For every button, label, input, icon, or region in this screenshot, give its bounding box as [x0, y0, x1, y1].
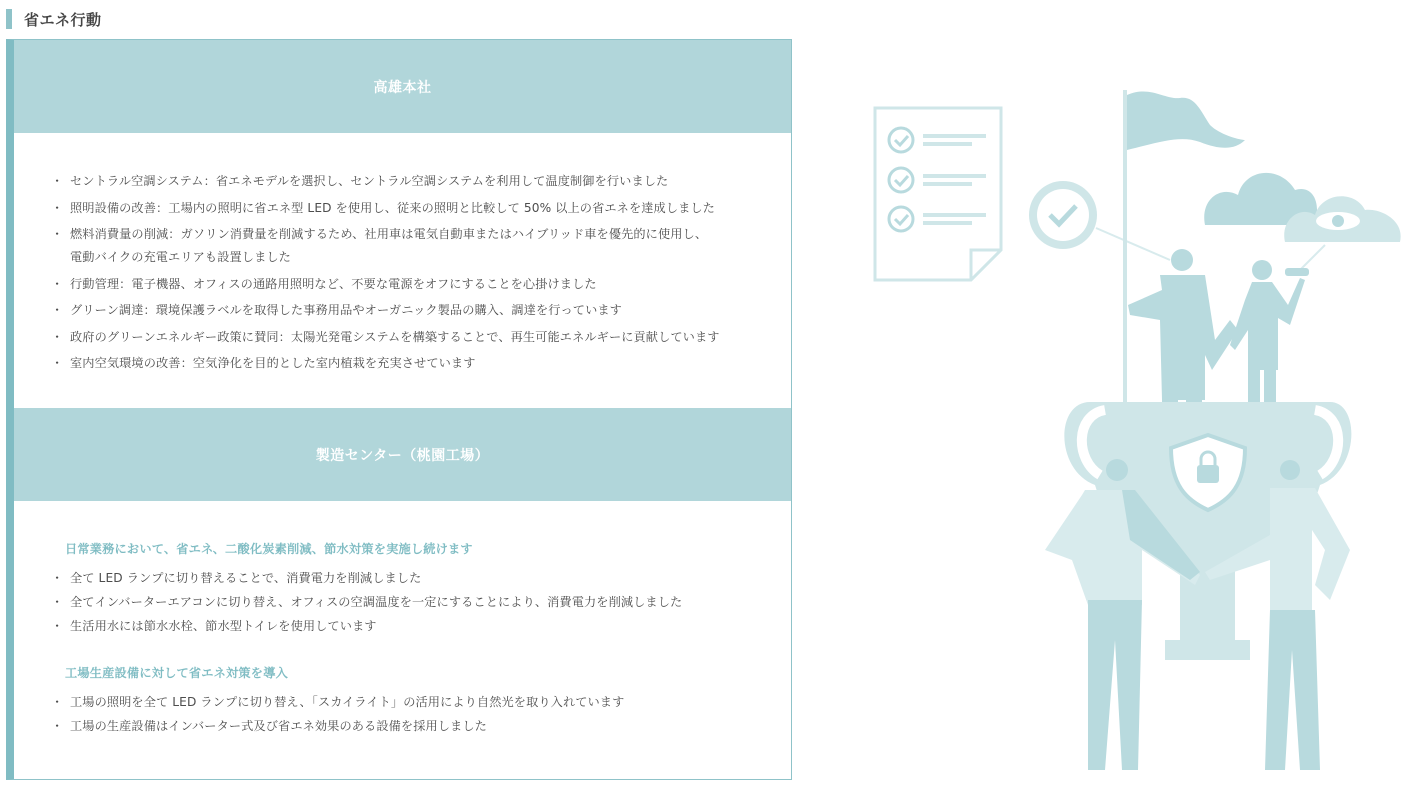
page-title: 省エネ行動 [24, 10, 102, 29]
list-item: ・ 工場の生産設備はインバーター式及び省エネ効果のある設備を採用しました [57, 714, 777, 738]
section-heading [6, 9, 102, 29]
factory-daily-list [57, 566, 777, 638]
checklist-document-icon [875, 108, 1001, 280]
hq-action-list [57, 170, 777, 379]
factory-header: 製造センター（桃園工場） [14, 408, 791, 501]
factory-subheading-equipment: 工場生産設備に対して省エネ対策を導入 [65, 666, 288, 680]
list-item: ・ 全て LED ランプに切り替えることで、消費電力を削減しました [57, 566, 777, 590]
check-icon [889, 168, 913, 192]
badge-check-icon [1029, 181, 1097, 249]
list-item: ・ 政府のグリーンエネルギー政策に賛同：太陽光発電システムを構築することで、再生可能エネルギーに貢献しています [57, 326, 777, 349]
list-item: ・ 工場の照明を全て LED ランプに切り替え、「スカイライト」の活用により自然光を取り入れています [57, 690, 777, 714]
list-item-line: 燃料消費量の削減：ガソリン消費量を削減するため、社用車は電気自動車またはハイブリッド車を優先的に使用し、 [70, 227, 708, 241]
factory-subheading-daily: 日常業務において、省エネ、二酸化炭素削減、節水対策を実施し続けます [65, 542, 473, 556]
list-item: ・ セントラル空調システム：省エネモデルを選択し、セントラル空調システムを利用して温度制御を行いました [57, 170, 777, 193]
list-item: ・ 全てインバーターエアコンに切り替え、オフィスの空調温度を一定にすることにより、消費電力を削減しました [57, 590, 777, 614]
energy-saving-panel [6, 39, 792, 780]
heading-accent-bar [6, 9, 12, 29]
list-item: ・ 生活用水には節水水栓、節水型トイレを使用しています [57, 614, 777, 638]
list-item: ・ 室内空気環境の改善：空気浄化を目的とした室内植栽を充実させています [57, 352, 777, 375]
list-item: ・ 照明設備の改善：工場内の照明に省エネ型 LED を使用し、従来の照明と比較して 50% 以上の省エネを達成しました [57, 197, 777, 220]
check-icon [889, 207, 913, 231]
list-item: ・ 行動管理：電子機器、オフィスの通路用照明など、不要な電源をオフにすることを心掛けました [57, 273, 777, 296]
list-item: ・ グリーン調達：環境保護ラベルを取得した事務用品やオーガニック製品の購入、調達を行っています [57, 299, 777, 322]
factory-equipment-list [57, 690, 777, 738]
flag-icon [1127, 92, 1245, 150]
hq-header: 高雄本社 [14, 40, 791, 133]
list-item-line: 電動バイクの充電エリアも設置しました [70, 250, 291, 264]
teamwork-trophy-illustration [860, 80, 1403, 785]
check-icon [889, 128, 913, 152]
list-item [57, 223, 777, 269]
